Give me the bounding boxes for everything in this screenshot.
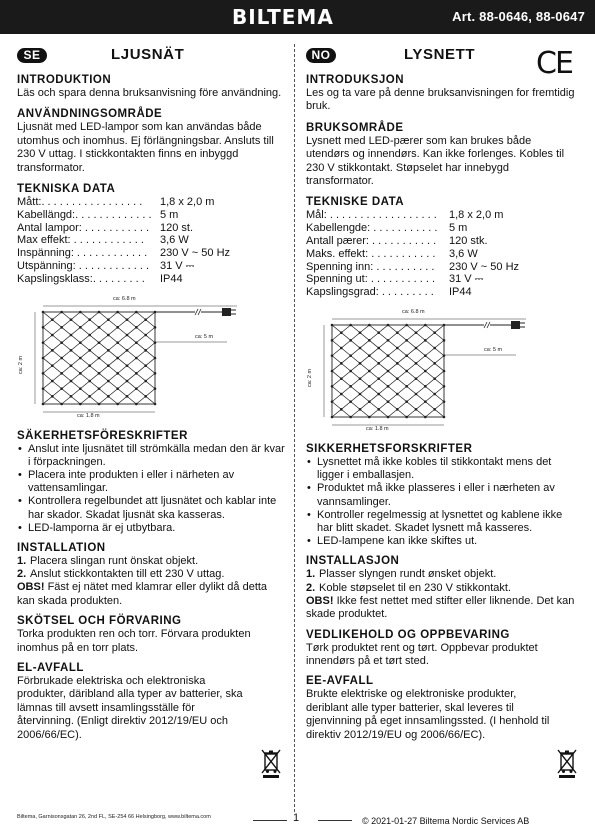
led-dot [396, 347, 399, 350]
led-dot [144, 333, 147, 336]
led-dot [126, 395, 129, 398]
net-group [306, 319, 556, 425]
list-item: • Kontroller regelmessig at lysnettet og kablene ikke har blitt skadet. Skadet lysnett må kasseres. [306, 509, 576, 535]
led-dot [107, 333, 110, 336]
spec-row: Utspänning: . . . . . . . . . . . . 31 V ⎓ [17, 260, 195, 273]
list-item: • Placera inte produkten i eller i närheten av vattensamlingar. [17, 469, 287, 495]
plug-icon [511, 321, 520, 329]
led-dot [377, 377, 380, 380]
led-dot [126, 364, 129, 367]
led-dot [98, 310, 101, 313]
dim-bottom-label: ca: 1.8 m [366, 426, 389, 433]
led-dot [331, 324, 334, 327]
led-dot [415, 377, 418, 380]
column-se [17, 46, 287, 742]
led-dot [116, 356, 119, 359]
led-dot [42, 387, 45, 390]
led-dot [154, 372, 157, 375]
spec-list [306, 209, 576, 299]
led-dot [340, 377, 343, 380]
led-dot [396, 331, 399, 334]
led-dot [415, 408, 418, 411]
list-item: • Lysnettet må ikke kobles til stikkontakt mens det ligger i emballasjen. [306, 456, 576, 482]
led-dot [51, 333, 54, 336]
led-dot [144, 379, 147, 382]
led-dot [331, 339, 334, 342]
led-dot [443, 400, 446, 403]
led-dot [349, 354, 352, 357]
led-dot [387, 324, 390, 327]
led-dot [349, 324, 352, 327]
list-item: 2. Koble støpselet til en 230 V stikkontakt. [306, 581, 511, 594]
led-dot [405, 370, 408, 373]
led-dot [107, 364, 110, 367]
led-dot [424, 370, 427, 373]
list-item: 1. Plasser slyngen rundt ønsket objekt. [306, 568, 497, 581]
led-dot [405, 385, 408, 388]
led-dot [88, 364, 91, 367]
led-dot [70, 364, 73, 367]
usage-text: Ljusnät med LED-lampor som kan användas både utomhus och inomhus. Ej förlängningsbar. Ansluts till 230 V uttag. I stickkontakten finns en inbyggd transformator. [17, 121, 274, 174]
led-dot [60, 326, 63, 329]
intro-text: Les og ta vare på denne bruksanvisningen for fremtidig bruk. [306, 87, 575, 113]
led-dot [368, 370, 371, 373]
dim-left-label: ca: 2 m [18, 355, 24, 374]
brand-logo: BILTEMA [232, 5, 334, 29]
led-dot [70, 333, 73, 336]
safety-list [17, 443, 287, 535]
care-heading: VEDLIKEHOLD OG OPPBEVARING [306, 628, 510, 641]
spec-row: Antall pærer: . . . . . . . . . . . 120 stk. [306, 235, 488, 248]
led-dot [116, 310, 119, 313]
led-dot [387, 354, 390, 357]
led-dot [79, 326, 82, 329]
led-dot [88, 318, 91, 321]
led-dot [135, 310, 138, 313]
led-dot [88, 379, 91, 382]
led-dot [359, 393, 362, 396]
led-dot [135, 326, 138, 329]
usage-heading: BRUKSOMRÅDE [306, 121, 404, 134]
led-dot [51, 395, 54, 398]
led-dot [126, 318, 129, 321]
led-dot [349, 400, 352, 403]
led-dot [88, 395, 91, 398]
led-dot [340, 347, 343, 350]
led-dot [98, 387, 101, 390]
safety-list [306, 456, 576, 548]
led-dot [443, 385, 446, 388]
led-dot [135, 372, 138, 375]
led-dot [116, 402, 119, 405]
net-diagram [306, 307, 576, 439]
led-dot [51, 379, 54, 382]
led-dot [135, 356, 138, 359]
install-steps [306, 568, 576, 594]
spec-row: Mått:. . . . . . . . . . . . . . . . . 1,8 x 2,0 m [17, 196, 215, 209]
led-dot [116, 387, 119, 390]
weee-heading: EL-AVFALL [17, 662, 84, 675]
care-text: Tørk produktet rent og tørt. Oppbevar produktet innendørs på et tørt sted. [306, 641, 538, 668]
led-dot [331, 354, 334, 357]
usage-text: Lysnett med LED-pærer som kan brukes både utendørs og innendørs. Kan ikke forlenges. Kobles til 230 V stikkontakt. Støpselet har innebygd transformator. [306, 134, 565, 188]
led-dot [433, 362, 436, 365]
led-dot [116, 372, 119, 375]
weee-text: Brukte elektriske og elektroniske produkter, deriblant alle typer batterier, skal leveres til gjenvinning på eget innsamlingssted. (I henhold til direktiv 2012/19/EU og 2006/66/EC). [306, 688, 550, 741]
column-no [306, 46, 576, 742]
led-dot [70, 379, 73, 382]
led-dot [154, 326, 157, 329]
led-dot [126, 379, 129, 382]
footer-address: Biltema, Garnisonsgatan 26, 2nd FL, SE-254 66 Helsingborg, www.biltema.com [17, 814, 211, 820]
footer-rule [253, 820, 287, 821]
led-dot [433, 347, 436, 350]
led-dot [331, 416, 334, 419]
care-heading: SKÖTSEL OCH FÖRVARING [17, 615, 182, 628]
led-dot [415, 331, 418, 334]
led-dot [88, 349, 91, 352]
spec-row: Max effekt: . . . . . . . . . . . . 3,6 W [17, 234, 189, 247]
led-dot [60, 341, 63, 344]
spec-row: Antal lampor: . . . . . . . . . . . 120 st. [17, 221, 194, 234]
led-dot [154, 387, 157, 390]
led-dot [387, 370, 390, 373]
cable-break [195, 309, 201, 315]
dim-left-label: ca: 2 m [307, 368, 313, 388]
led-dot [405, 416, 408, 419]
led-dot [88, 333, 91, 336]
led-dot [424, 385, 427, 388]
plug-icon [222, 308, 231, 316]
led-dot [443, 416, 446, 419]
spec-row: Kabellengde: . . . . . . . . . . . 5 m [306, 222, 468, 235]
led-dot [70, 395, 73, 398]
led-dot [116, 326, 119, 329]
weee-bin-icon [260, 748, 282, 778]
led-dot [396, 362, 399, 365]
led-dot [433, 377, 436, 380]
led-dot [60, 372, 63, 375]
intro-heading: INTRODUKTION [17, 74, 112, 86]
safety-heading: SIKKERHETSFORSKRIFTER [306, 443, 473, 456]
footer-rule [318, 820, 352, 821]
led-dot [340, 362, 343, 365]
spec-row: Kapslingsklass:. . . . . . . . . IP44 [17, 272, 183, 285]
obs-note: OBS! Ikke fest nettet med stifter eller liknende. Det kan skade produktet. [306, 594, 575, 621]
led-dot [135, 341, 138, 344]
spec-row: Inspänning: . . . . . . . . . . . . 230 V ~ 50 Hz [17, 247, 231, 260]
net-diagram-svg [306, 307, 566, 439]
led-dot [42, 326, 45, 329]
intro-text: Läs och spara denna bruksanvisning före användning. [17, 87, 282, 99]
list-item: • Produktet må ikke plasseres i eller i nærheten av vannsamlinger. [306, 482, 576, 508]
spec-row: Kabellängd:. . . . . . . . . . . . . 5 m [17, 208, 179, 221]
led-dot [396, 377, 399, 380]
led-dot [424, 416, 427, 419]
dim-right-label: ca: 5 m [484, 347, 503, 354]
obs-note: OBS! Fäst ej nätet med klamrar eller dylikt då detta kan skada produkten. [17, 581, 268, 607]
led-dot [340, 331, 343, 334]
led-dot [135, 402, 138, 405]
led-dot [415, 347, 418, 350]
list-item: • Kontrollera regelbundet att ljusnätet och kablar inte har skador. Skadat ljusnät ska kasseras. [17, 495, 287, 521]
weee-heading: EE-AVFALL [306, 675, 374, 688]
install-heading: INSTALLATION [17, 542, 106, 555]
dim-right-label: ca: 5 m [195, 333, 214, 340]
led-dot [387, 339, 390, 342]
led-dot [368, 354, 371, 357]
led-dot [70, 349, 73, 352]
led-dot [396, 408, 399, 411]
led-dot [79, 372, 82, 375]
net-mesh [17, 312, 267, 404]
led-dot [368, 339, 371, 342]
led-dot [42, 310, 45, 313]
led-dot [42, 341, 45, 344]
page-number: 1 [293, 812, 300, 824]
led-dot [368, 324, 371, 327]
spec-row: Maks. effekt: . . . . . . . . . . . 3,6 W [306, 247, 478, 260]
led-dot [405, 324, 408, 327]
care-text: Torka produkten ren och torr. Förvara produkten inomhus på en torr plats. [17, 628, 251, 654]
dim-top-label: ca: 6.8 m [113, 295, 136, 302]
weee-bin-icon [556, 748, 578, 778]
led-dot [51, 349, 54, 352]
led-dot [79, 341, 82, 344]
led-dot [433, 393, 436, 396]
led-dot [405, 339, 408, 342]
spec-row: Kapslingsgrad: . . . . . . . . . IP44 [306, 286, 472, 299]
led-dot [396, 393, 399, 396]
led-dot [154, 402, 157, 405]
list-item: 2. Anslut stickkontakten till ett 230 V uttag. [17, 568, 225, 581]
led-dot [424, 400, 427, 403]
led-dot [126, 333, 129, 336]
led-dot [42, 372, 45, 375]
list-item: • Anslut inte ljusnätet till strömkälla medan den är kvar i förpackningen. [17, 443, 287, 469]
led-dot [126, 349, 129, 352]
led-dot [405, 400, 408, 403]
led-dot [107, 395, 110, 398]
led-dot [42, 402, 45, 405]
led-dot [331, 385, 334, 388]
net-diagram [17, 294, 287, 426]
led-dot [98, 326, 101, 329]
led-dot [51, 318, 54, 321]
dim-bottom-label: ca: 1.8 m [77, 412, 100, 419]
led-dot [79, 387, 82, 390]
led-dot [98, 402, 101, 405]
led-dot [60, 387, 63, 390]
led-dot [116, 341, 119, 344]
spec-row: Spenning inn: . . . . . . . . . . 230 V ~ 50 Hz [306, 260, 520, 273]
led-dot [377, 408, 380, 411]
led-dot [135, 387, 138, 390]
led-dot [340, 393, 343, 396]
led-dot [433, 408, 436, 411]
led-dot [60, 310, 63, 313]
led-dot [443, 370, 446, 373]
led-dot [349, 416, 352, 419]
spec-row: Spenning ut: . . . . . . . . . . . 31 V ⎓ [306, 273, 484, 286]
led-dot [349, 385, 352, 388]
led-dot [79, 356, 82, 359]
led-dot [144, 349, 147, 352]
led-dot [424, 324, 427, 327]
led-dot [377, 362, 380, 365]
intro-heading: INTRODUKSJON [306, 74, 405, 86]
led-dot [70, 318, 73, 321]
led-dot [387, 400, 390, 403]
column-divider [294, 44, 295, 812]
led-dot [349, 339, 352, 342]
led-dot [144, 318, 147, 321]
article-number: Art. 88-0646, 88-0647 [452, 9, 585, 24]
led-dot [415, 393, 418, 396]
led-dot [331, 370, 334, 373]
led-dot [368, 385, 371, 388]
led-dot [144, 364, 147, 367]
led-dot [98, 341, 101, 344]
net-mesh [306, 325, 556, 417]
led-dot [349, 370, 352, 373]
led-dot [377, 347, 380, 350]
led-dot [443, 339, 446, 342]
led-dot [79, 310, 82, 313]
led-dot [79, 402, 82, 405]
page-header [0, 0, 595, 34]
led-dot [359, 347, 362, 350]
install-steps [17, 555, 287, 581]
usage-heading: ANVÄNDNINGSOMRÅDE [17, 108, 163, 121]
led-dot [107, 379, 110, 382]
led-dot [107, 318, 110, 321]
install-heading: INSTALLASJON [306, 555, 400, 568]
lang-badge-se: SE [17, 48, 47, 63]
led-dot [60, 356, 63, 359]
led-dot [107, 349, 110, 352]
product-title-se: LJUSNÄT [111, 46, 185, 63]
led-dot [387, 416, 390, 419]
led-dot [154, 356, 157, 359]
net-group [17, 306, 267, 412]
tech-heading: TEKNISKE DATA [306, 196, 405, 209]
led-dot [368, 400, 371, 403]
led-dot [359, 331, 362, 334]
led-dot [359, 408, 362, 411]
lang-badge-no: NO [306, 48, 336, 63]
led-dot [98, 372, 101, 375]
ce-mark-icon: CE [536, 46, 572, 81]
led-dot [51, 364, 54, 367]
led-dot [424, 354, 427, 357]
led-dot [60, 402, 63, 405]
led-dot [359, 377, 362, 380]
led-dot [377, 331, 380, 334]
led-dot [331, 400, 334, 403]
tech-heading: TEKNISKA DATA [17, 183, 116, 196]
dim-top-label: ca: 6.8 m [402, 309, 425, 316]
product-title-no: LYSNETT [404, 46, 476, 63]
led-dot [424, 339, 427, 342]
footer-copyright: © 2021-01-27 Biltema Nordic Services AB [362, 816, 530, 826]
led-dot [98, 356, 101, 359]
led-dot [405, 354, 408, 357]
led-dot [387, 385, 390, 388]
led-dot [377, 393, 380, 396]
led-dot [340, 408, 343, 411]
spec-list [17, 196, 287, 286]
safety-heading: SÄKERHETSFÖRESKRIFTER [17, 429, 188, 442]
list-item: • LED-lampene kan ikke skiftes ut. [306, 535, 576, 548]
led-dot [368, 416, 371, 419]
list-item: 1. Placera slingan runt önskat objekt. [17, 555, 199, 568]
led-dot [433, 331, 436, 334]
led-dot [42, 356, 45, 359]
spec-row: Mål: . . . . . . . . . . . . . . . . . . 1,8 x 2,0 m [306, 209, 504, 222]
led-dot [359, 362, 362, 365]
led-dot [415, 362, 418, 365]
weee-text: Förbrukade elektriska och elektroniska produkter, däribland alla typer av batterier, ska lämnas till avsett insamlingsställe för återvinning. (Enligt direktiv 2012/19/EU och 2006/66/EC). [17, 675, 243, 741]
list-item: • LED-lamporna är ej utbytbara. [17, 522, 287, 535]
net-diagram-svg [17, 294, 277, 426]
cable-break [484, 322, 490, 328]
led-dot [144, 395, 147, 398]
